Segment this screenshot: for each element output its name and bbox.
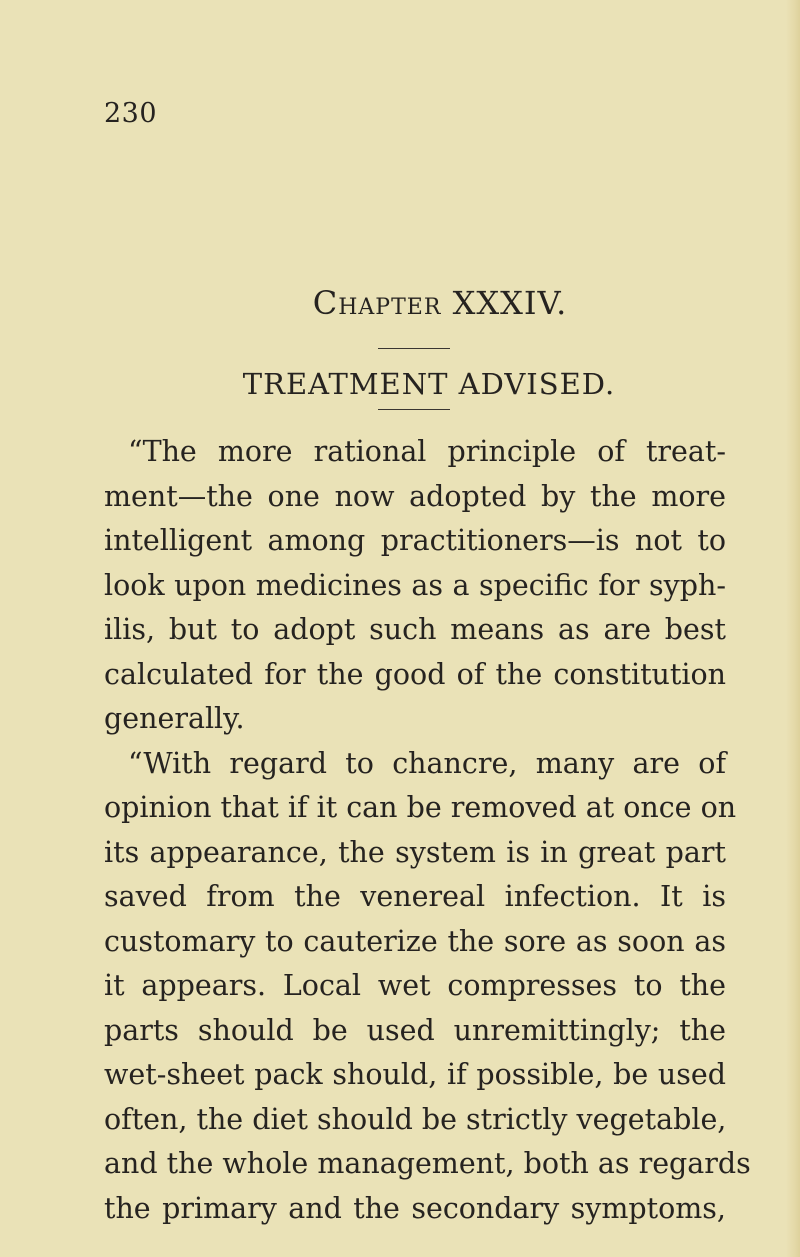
text-line: saved from the venereal infection. It is bbox=[104, 880, 726, 913]
chapter-heading: Chapter XXXIV. bbox=[312, 284, 568, 322]
text-line: calculated for the good of the constitution bbox=[104, 657, 726, 691]
text-line: it appears. Local wet compresses to the bbox=[104, 969, 726, 1002]
rule-above-title bbox=[378, 348, 450, 349]
text-line: “The more rational principle of treat- bbox=[128, 435, 726, 468]
text-line: ment—the one now adopted by the more bbox=[104, 479, 726, 513]
text-line: ilis, but to adopt such means as are best bbox=[104, 613, 726, 646]
text-line: generally. bbox=[104, 702, 245, 735]
text-line: intelligent among practitioners—is not to bbox=[104, 524, 726, 557]
text-line: its appearance, the system is in great part bbox=[104, 835, 726, 869]
body-text bbox=[104, 430, 751, 1231]
text-line: look upon medicines as a specific for syph- bbox=[104, 568, 726, 602]
page-number: 230 bbox=[104, 98, 158, 129]
text-line: wet-sheet pack should, if possible, be used bbox=[104, 1058, 726, 1091]
text-line: the primary and the secondary symptoms, bbox=[104, 1191, 726, 1225]
page-edge-shadow bbox=[786, 0, 800, 1257]
text-line: customary to cauterize the sore as soon as bbox=[104, 924, 726, 958]
text-line: “With regard to chancre, many are of bbox=[128, 746, 726, 780]
text-line: parts should be used unremittingly; the bbox=[104, 1013, 726, 1047]
rule-below-title bbox=[378, 409, 450, 410]
text-line: opinion that if it can be removed at once on bbox=[104, 791, 737, 824]
text-line: and the whole management, both as regards bbox=[104, 1147, 751, 1180]
section-title: TREATMENT ADVISED. bbox=[242, 367, 616, 401]
text-line: often, the diet should be strictly vegetable, bbox=[104, 1102, 727, 1136]
